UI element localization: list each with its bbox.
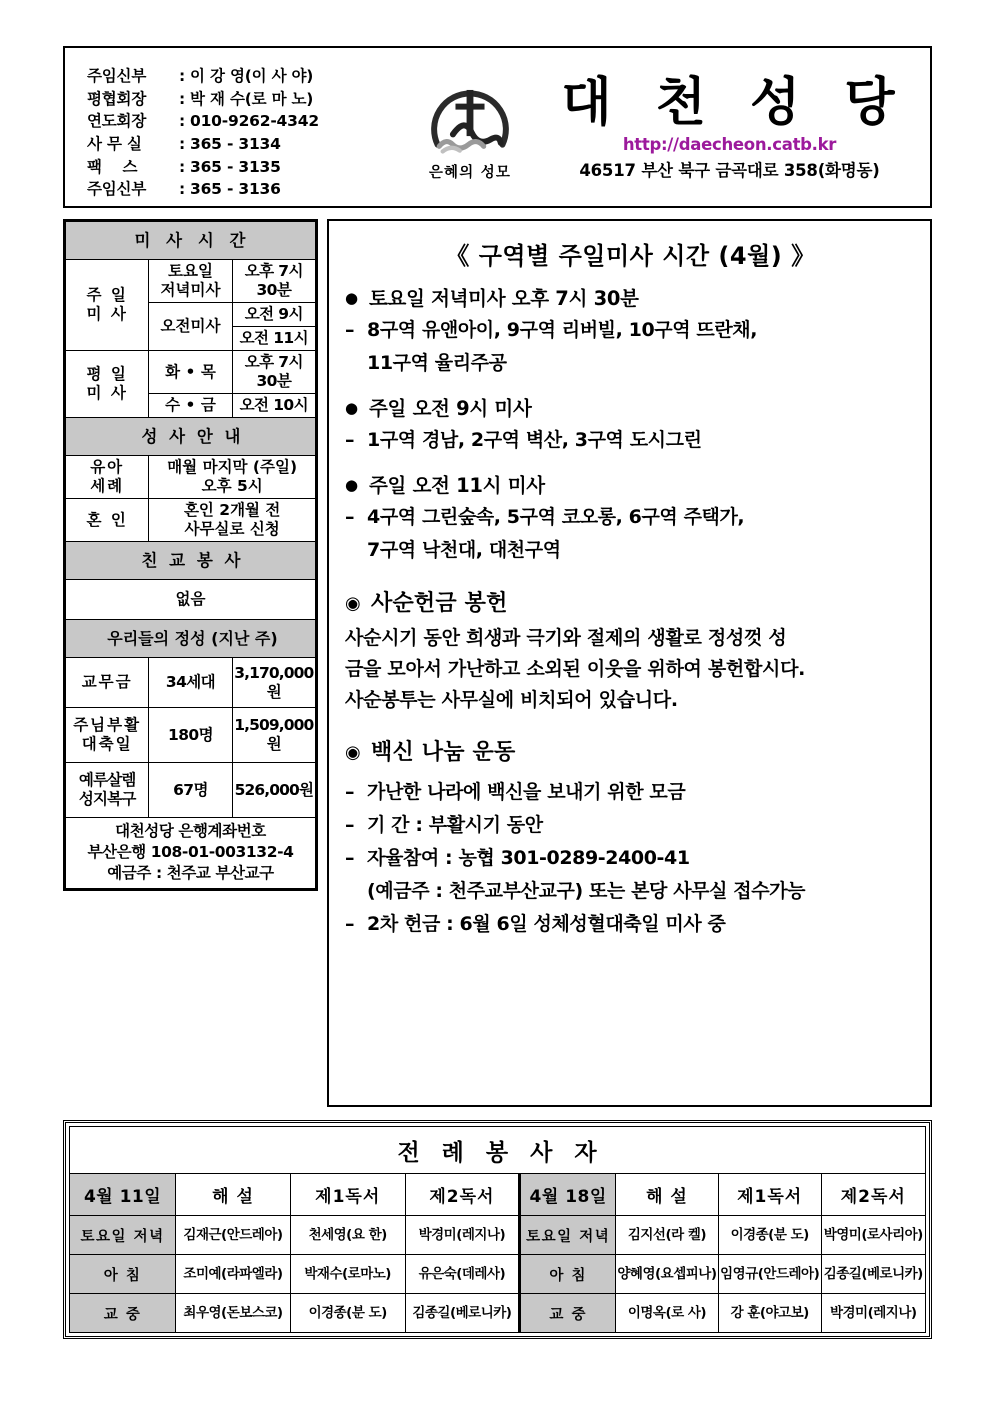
weekday-time-wed-fri: 오전 10시 bbox=[232, 394, 315, 418]
contact-value: 이 강 영(이 사 야) bbox=[190, 67, 314, 86]
vaccine-item-text: 기 간 : 부활시기 동안 bbox=[367, 814, 543, 836]
offering-count-1: 180명 bbox=[149, 708, 232, 763]
servers-title-row bbox=[70, 1127, 926, 1174]
servers-col-reading2-b: 제2독서 bbox=[821, 1174, 925, 1216]
bank-info bbox=[66, 818, 316, 889]
liturgical-servers-panel bbox=[63, 1120, 932, 1339]
server-name: 조미예(라파엘라) bbox=[176, 1255, 291, 1294]
church-website-link[interactable]: http://daecheon.catb.kr bbox=[622, 135, 837, 154]
table-row bbox=[70, 1216, 926, 1255]
servers-col-date-a: 4월 11일 bbox=[70, 1174, 176, 1216]
contact-value: 010-9262-4342 bbox=[190, 112, 319, 131]
row-label-a: 아 침 bbox=[70, 1255, 176, 1294]
notice-paragraph-line: 금을 모아서 가난하고 소외된 이웃을 위하여 봉헌합시다. bbox=[345, 658, 806, 680]
saturday-evening-mass-time: 오후 7시 30분 bbox=[232, 260, 315, 303]
server-name: 임영규(안드레아) bbox=[718, 1255, 821, 1294]
server-name: 강 훈(야고보) bbox=[718, 1294, 821, 1333]
offering-name-1: 주님부활 대축일 bbox=[66, 708, 149, 763]
weekday-mass-label-l2: 미 사 bbox=[86, 384, 128, 402]
server-name: 김종길(베로니카) bbox=[405, 1294, 520, 1333]
group-bullet-text: 토요일 저녁미사 오후 7시 30분 bbox=[369, 287, 639, 310]
liturgical-servers-table bbox=[69, 1126, 926, 1333]
dash-icon: – bbox=[345, 429, 355, 451]
group-detail bbox=[345, 501, 916, 534]
contact-row: 주임신부 : 365 - 3136 bbox=[87, 178, 405, 201]
servers-col-reading2-a: 제2독서 bbox=[405, 1174, 520, 1216]
group-bullet bbox=[345, 393, 916, 424]
contact-value: 365 - 3135 bbox=[190, 157, 281, 176]
weekday-days-tue-thu: 화 • 목 bbox=[149, 351, 232, 394]
bullet-dot-icon: ● bbox=[345, 476, 358, 494]
mass-row-tue-thu bbox=[66, 351, 316, 394]
server-name: 김종길(베로니카) bbox=[821, 1255, 925, 1294]
servers-col-commentator-b: 해 설 bbox=[616, 1174, 719, 1216]
body-columns bbox=[63, 219, 932, 1107]
notice-heading-lent bbox=[345, 587, 916, 621]
row-label-b: 토요일 저녁 bbox=[520, 1216, 616, 1255]
notice-paragraph-line: 사순봉투는 사무실에 비치되어 있습니다. bbox=[345, 689, 678, 711]
server-name: 김재근(안드레아) bbox=[176, 1216, 291, 1255]
offering-amount-1: 1,509,000원 bbox=[232, 708, 315, 763]
group-detail-text: 4구역 그린숲속, 5구역 코오롱, 6구역 주택가, bbox=[367, 506, 745, 528]
fellowship-heading-row bbox=[66, 542, 316, 580]
contact-row: 평협회장 : 박 재 수(로 마 노) bbox=[87, 88, 405, 111]
offering-row bbox=[66, 763, 316, 818]
sunday-mass-label-l2: 미 사 bbox=[86, 305, 128, 323]
servers-title: 전 례 봉 사 자 bbox=[70, 1127, 926, 1174]
server-name: 유은숙(데레사) bbox=[405, 1255, 520, 1294]
mass-schedule-heading: 미 사 시 간 bbox=[66, 222, 316, 260]
offering-name-2: 예루살렘 성지복구 bbox=[66, 763, 149, 818]
morning-mass-time-9: 오전 9시 bbox=[232, 303, 315, 327]
servers-col-date-b: 4월 18일 bbox=[520, 1174, 616, 1216]
vaccine-item-text: 자율참여 : 농협 301-0289-2400-41 bbox=[367, 847, 690, 869]
contact-value: 365 - 3136 bbox=[190, 180, 281, 199]
offering-heading-row bbox=[66, 620, 316, 658]
contact-value: 365 - 3134 bbox=[190, 135, 281, 153]
sunday-mass-label-l1: 주 일 bbox=[86, 286, 128, 304]
server-name: 박영미(로사리아) bbox=[821, 1216, 925, 1255]
server-name: 최우영(돈보스코) bbox=[176, 1294, 291, 1333]
group-detail bbox=[345, 314, 916, 347]
contact-row: 연도회장 : 010-9262-4342 bbox=[87, 110, 405, 133]
servers-header-row bbox=[70, 1174, 926, 1216]
table-row bbox=[70, 1255, 926, 1294]
contact-block bbox=[65, 48, 405, 206]
sidebar-info-panel bbox=[63, 219, 318, 891]
fellowship-row bbox=[66, 580, 316, 620]
row-label-a: 토요일 저녁 bbox=[70, 1216, 176, 1255]
servers-col-commentator-a: 해 설 bbox=[176, 1174, 291, 1216]
notice-paragraph-lent bbox=[345, 623, 916, 716]
offering-count-2: 67명 bbox=[149, 763, 232, 818]
group-detail-text: 8구역 유앤아이, 9구역 리버빌, 10구역 뜨란채, bbox=[367, 319, 758, 341]
servers-col-reading1-b: 제1독서 bbox=[718, 1174, 821, 1216]
group-detail-cont: 11구역 율리주공 bbox=[367, 352, 507, 374]
sacrament-heading-row bbox=[66, 418, 316, 456]
dash-icon: – bbox=[345, 814, 355, 836]
group-detail-text: 1구역 경남, 2구역 벽산, 3구역 도시그린 bbox=[367, 429, 702, 451]
server-name: 박재수(로마노) bbox=[290, 1255, 405, 1294]
dash-icon: – bbox=[345, 781, 355, 803]
notice-heading-text: 백신 나눔 운동 bbox=[371, 740, 516, 765]
fellowship-heading: 친 교 봉 사 bbox=[66, 542, 316, 580]
morning-mass-label: 오전미사 bbox=[149, 303, 232, 351]
mass-row-saturday bbox=[66, 260, 316, 303]
group-bullet-text: 주일 오전 11시 미사 bbox=[369, 474, 545, 497]
infant-baptism-label: 유아 세례 bbox=[66, 456, 149, 499]
offering-row bbox=[66, 658, 316, 708]
server-name: 천세영(요 한) bbox=[290, 1216, 405, 1255]
server-name: 이경종(분 도) bbox=[290, 1294, 405, 1333]
bank-line-0: 대천성당 은행계좌번호 bbox=[115, 822, 266, 840]
row-label-a: 교 중 bbox=[70, 1294, 176, 1333]
notice-heading-text: 사순헌금 봉헌 bbox=[371, 591, 508, 616]
group-detail-cont: 7구역 낙천대, 대천구역 bbox=[367, 539, 561, 561]
bank-line-2: 예금주 : 천주교 부산교구 bbox=[107, 864, 274, 882]
contact-row: 주임신부 : 이 강 영(이 사 야) bbox=[87, 65, 405, 88]
contact-label: 주임신부 bbox=[87, 67, 147, 86]
sacrament-heading: 성 사 안 내 bbox=[66, 418, 316, 456]
server-name: 이경종(분 도) bbox=[718, 1216, 821, 1255]
row-label-b: 아 침 bbox=[520, 1255, 616, 1294]
announcements-panel bbox=[327, 219, 932, 1107]
church-logo bbox=[405, 48, 535, 206]
vaccine-item bbox=[345, 809, 916, 842]
page-header bbox=[63, 46, 932, 208]
offering-amount-2: 526,000원 bbox=[232, 763, 315, 818]
offering-count-0: 34세대 bbox=[149, 658, 232, 708]
marriage-value: 혼인 2개월 전 사무실로 신청 bbox=[149, 499, 316, 542]
offering-amount-0: 3,170,000원 bbox=[232, 658, 315, 708]
weekday-days-wed-fri: 수 • 금 bbox=[149, 394, 232, 418]
weekday-time-tue-thu: 오후 7시 30분 bbox=[232, 351, 315, 394]
contact-label: 주임신부 bbox=[87, 180, 147, 199]
vaccine-item-text: 가난한 나라에 백신을 보내기 위한 모금 bbox=[367, 781, 686, 803]
circled-bullet-icon: ◉ bbox=[345, 593, 361, 614]
server-name: 이명옥(로 사) bbox=[616, 1294, 719, 1333]
notice-heading-vaccine bbox=[345, 736, 916, 770]
server-name: 박경미(레지나) bbox=[405, 1216, 520, 1255]
bank-line-1: 부산은행 108-01-003132-4 bbox=[87, 843, 294, 861]
morning-mass-time-11: 오전 11시 bbox=[232, 327, 315, 351]
sacrament-row-marriage bbox=[66, 499, 316, 542]
sunday-mass-label bbox=[66, 260, 149, 351]
notice-paragraph-line: 사순시기 동안 희생과 극기와 절제의 생활로 정성껏 성 bbox=[345, 627, 787, 649]
offering-row bbox=[66, 708, 316, 763]
weekday-mass-label-l1: 평 일 bbox=[86, 365, 128, 383]
contact-row: 사 무 실 : 365 - 3134 bbox=[87, 133, 405, 156]
contact-label: 팩 스 bbox=[87, 157, 138, 176]
server-name: 김지선(라 켈) bbox=[616, 1216, 719, 1255]
logo-caption: 은혜의 성모 bbox=[428, 165, 512, 181]
bullet-dot-icon: ● bbox=[345, 289, 358, 307]
church-title-block bbox=[535, 48, 930, 206]
weekday-mass-label bbox=[66, 351, 149, 418]
cross-hill-waves-icon bbox=[426, 78, 514, 160]
vaccine-item bbox=[345, 776, 916, 809]
offering-heading: 우리들의 정성 (지난 주) bbox=[66, 620, 316, 658]
offering-name-0: 교무금 bbox=[66, 658, 149, 708]
server-name: 박경미(레지나) bbox=[821, 1294, 925, 1333]
marriage-label: 혼 인 bbox=[66, 499, 149, 542]
sacrament-row-baptism bbox=[66, 456, 316, 499]
dash-icon: – bbox=[345, 506, 355, 528]
group-detail bbox=[345, 424, 916, 457]
fellowship-value: 없음 bbox=[66, 580, 316, 620]
contact-value: 박 재 수(로 마 노) bbox=[190, 89, 314, 108]
vaccine-item bbox=[345, 908, 916, 941]
saturday-evening-mass-label: 토요일 저녁미사 bbox=[149, 260, 232, 303]
contact-label: 사 무 실 bbox=[87, 135, 142, 153]
group-bullet bbox=[345, 283, 916, 314]
dash-icon: – bbox=[345, 913, 355, 935]
contact-row: 팩 스 : 365 - 3135 bbox=[87, 156, 405, 179]
servers-col-reading1-a: 제1독서 bbox=[290, 1174, 405, 1216]
church-address: 46517 부산 북구 금곡대로 358(화명동) bbox=[579, 161, 880, 180]
row-label-b: 교 중 bbox=[520, 1294, 616, 1333]
dash-icon: – bbox=[345, 319, 355, 341]
circled-bullet-icon: ◉ bbox=[345, 742, 361, 763]
dash-icon: – bbox=[345, 847, 355, 869]
announcements-title: 《 구역별 주일미사 시간 (4월) 》 bbox=[445, 242, 816, 270]
vaccine-item-text: 2차 헌금 : 6월 6일 성체성혈대축일 미사 중 bbox=[367, 913, 726, 935]
contact-label: 평협회장 bbox=[87, 89, 147, 108]
vaccine-item bbox=[345, 842, 916, 875]
group-bullet bbox=[345, 470, 916, 501]
table-row bbox=[70, 1294, 926, 1333]
bullet-dot-icon: ● bbox=[345, 399, 358, 417]
infant-baptism-value: 매월 마지막 (주일) 오후 5시 bbox=[149, 456, 316, 499]
vaccine-item-cont: (예금주 : 천주교부산교구) 또는 본당 사무실 접수가능 bbox=[367, 880, 806, 902]
church-name: 대 천 성 당 bbox=[561, 73, 908, 133]
server-name: 양혜영(요셉피나) bbox=[616, 1255, 719, 1294]
bank-info-row bbox=[66, 818, 316, 889]
contact-label: 연도회장 bbox=[87, 112, 147, 131]
group-bullet-text: 주일 오전 9시 미사 bbox=[369, 397, 532, 420]
mass-schedule-heading-row bbox=[66, 222, 316, 260]
